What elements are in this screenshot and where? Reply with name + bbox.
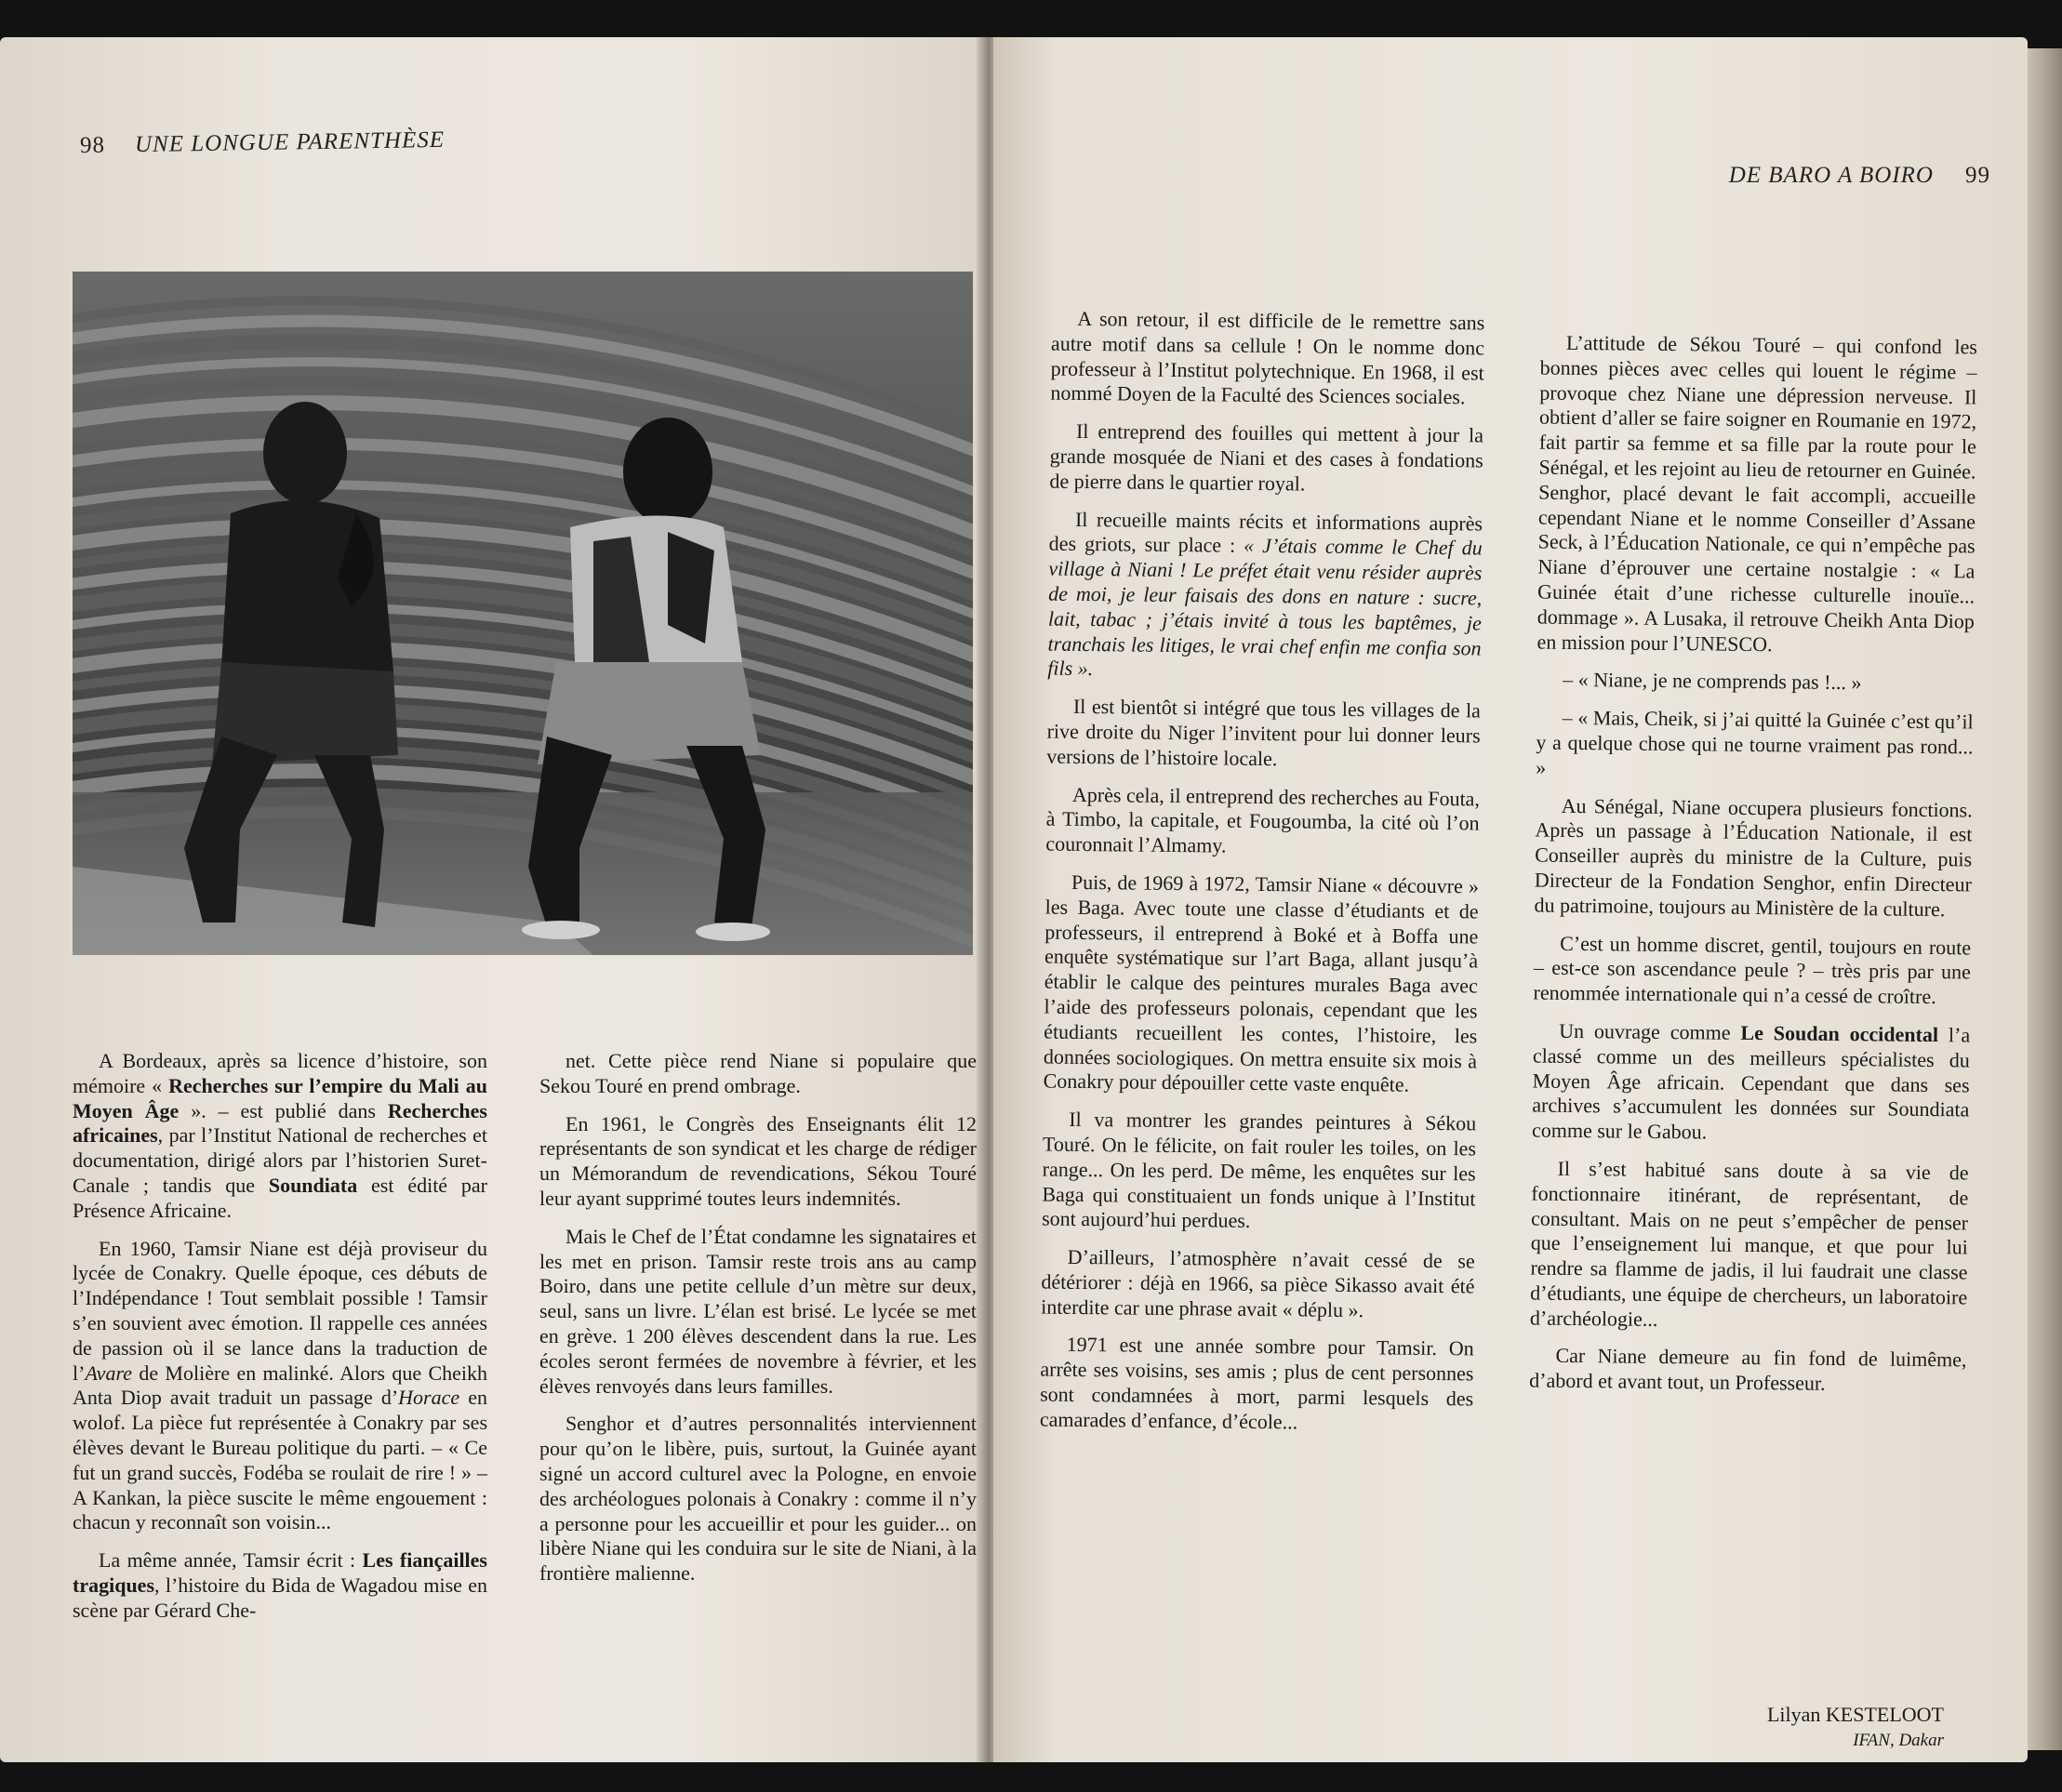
text-run: ». – est publié dans [179,1098,388,1122]
text-run: 1971 est une année sombre pour Tamsir. On arrête ses voisins, ses amis ; plus de cent personnes sont condamnées à mort, parmi lesquels des camarades d’enfance, d’école... [1039,1333,1474,1434]
paragraph [73,1237,487,1536]
text-run: L’attitude de Sékou Touré – qui confond les bonnes pièces avec celles qui louent le régime – provoque chez Niane une dépression nerveuse. Il obtient d’aller se faire soigner en Roumanie en 1972, fait partir sa femme et sa fille par la route pour le Sénégal, et les rejoint au lieu de retourner en Guinée. Senghor, placé devant le fait accompli, accueille cependant Niane et le nomme Conseiller d’Assane Seck, à l’Éducation Nationale, ce qui n’empêche pas Niane d’éprouver une certaine nostalgie : « La Guinée était d’une richesse culturelle inouïe... dommage ». A Lusaka, il retrouve Cheikh Anta Diop en mission pour l’UNESCO. [1537,330,1978,656]
text-run: Un ouvrage comme [1559,1018,1741,1044]
paragraph [1530,1156,1969,1334]
paragraph [1045,782,1480,861]
text-run: Avare [85,1361,132,1385]
paragraph [539,1412,977,1586]
paragraph [1041,1245,1475,1324]
paragraph [1529,1344,1967,1399]
paragraph [1050,307,1484,411]
text-run: Il s’est habitué sans doute à sa vie de fonctionnaire itinérant, de représentant, de consultant. Mais on ne peut s’empêcher de penser que l’enseignement lui manque, et que pour lui rendre sa flamme de jadis, il lui faudrait une classe d’étudiants, une équipe de chercheurs, un laboratoire d’archéologie... [1529,1156,1969,1331]
text-run: l’a classé comme un des meilleurs spécialistes du Moyen Âge africain. Cependant que dans ses archives s’accumulent les données sur Soundiata comme sur le Gabou. [1531,1023,1971,1144]
text-run: en wolof. La pièce fut représentée à Conakry par ses élèves devant le Bureau politique du parti. – « Ce fut un grand succès, Fodéba se roulait de rire ! » – A Kankan, la pièce suscite le même engouement : chacun y reconnaît son voisin... [73,1386,487,1534]
paragraph [539,1049,977,1099]
paragraph [1537,331,1977,659]
right-column-1 [1040,307,1485,1450]
text-run: La même année, Tamsir écrit : [99,1548,363,1573]
signature [1767,1702,1944,1754]
text-run: Il va montrer les grandes peintures à Sékou Touré. On le félicite, on fait rouler les toiles, on les range... On les perd. De même, les enquêtes sur les Baga qui constituaient un fonds unique à l’Institut sont aujourd’hui perdues. [1042,1107,1477,1233]
text-run: – « Mais, Cheik, si j’ai quitté la Guinée c’est qu’il y a quelque chose qui ne tourne vraiment pas rond... » [1536,705,1974,779]
text-run: de Molière en malinké. Alors que Cheikh Anta Diop avait traduit un passage d’ [73,1361,487,1410]
text-run: Puis, de 1969 à 1972, Tamsir Niane « découvre » les Baga. Avec toute une classe d’étudiants et de professeurs, il entreprend à Boké et à Boffa une enquête systématique sur l’art Baga, allant jusqu’à établir le calque des peintures murales Baga avec l’aide des professeurs polonais, cependant que les étudiants recueillent les contes, l’histoire, les données sociologiques. On mettra ensuite six mois à Conakry pour dépouiller cette vaste enquête. [1043,869,1480,1096]
paragraph [1047,507,1483,685]
paragraph [1046,695,1481,774]
paragraph [539,1225,977,1400]
right-page-number: 99 [1965,163,1990,188]
page-edges [2028,48,2062,1750]
text-run: Le Soudan occidental [1740,1020,1939,1047]
text-run: A son retour, il est difficile de le remettre sans autre motif dans sa cellule ! On le nomme donc professeur à l’Institut polytechnique. En 1968, il est nommé Doyen de la Faculté des Sciences sociales. [1050,306,1485,409]
left-running-head [80,127,445,159]
paragraph [1042,1108,1476,1237]
text-run: Au Sénégal, Niane occupera plusieurs fonctions. Après un passage à l’Éducation Nationale, il est Conseiller auprès du ministre de la Culture, puis Directeur de la Fondation Senghor, enfin Directeur du patrimoine, toujours au Ministère de la culture. [1534,793,1973,921]
left-running-title: UNE LONGUE PARENTHÈSE [134,126,446,158]
paragraph [1044,869,1479,1098]
photo-two-boys-icon [73,272,973,955]
paragraph [1536,706,1974,785]
text-run: Horace [398,1386,460,1410]
text-run: Soundiata [268,1173,358,1197]
paragraph [1533,931,1971,1010]
text-run: Car Niane demeure au fin fond de luimême, d’abord et avant tout, un Professeur. [1529,1344,1967,1396]
paragraph [73,1049,487,1224]
right-running-title: DE BARO A BOIRO [1728,163,1934,188]
right-column-2 [1529,331,1977,1412]
text-run: Il recueille maints récits et informations auprès des griots, sur place : [1048,507,1483,558]
text-run: Les fiançailles tragiques [73,1548,487,1597]
paragraph [1532,1018,1970,1148]
right-page [993,37,2028,1762]
left-column-1 [73,1049,487,1637]
paragraph [1040,1333,1474,1437]
paragraph [1049,419,1483,498]
text-run: En 1961, le Congrès des Enseignants élit 12 représentants de son syndicat et les charge de rédiger un Mémorandum de revendications, Sékou Touré leur ayant supprimé toutes leurs indemnités. [539,1111,977,1210]
text-run: C’est un homme discret, gentil, toujours en route – est-ce son ascendance peule ? – très pris par une renommée internationale qui n’a cessé de croître. [1533,931,1972,1009]
paragraph [1534,793,1972,923]
text-run: , par l’Institut National de recherches et documentation, dirigé alors par l’historien Suret-Canale ; tandis que [73,1123,487,1197]
text-run: En 1960, Tamsir Niane est déjà proviseur du lycée de Conakry. Quelle époque, ces débuts de l’Indépendance ! Tout semblait possible ! Tamsir s’en souvient avec émotion. Il rappelle ces années de passion où il se lance dans la traduction de l’ [73,1236,487,1385]
paragraph [539,1112,977,1212]
paragraph [1537,668,1974,697]
text-run: , l’histoire du Bida de Wagadou mise en scène par Gérard Che- [73,1573,487,1622]
text-run: Il entreprend des fouilles qui mettent à jour la grande mosquée de Niani et des cases à fondations de pierre dans le quartier royal. [1049,419,1484,496]
text-run: D’ailleurs, l’atmosphère n’avait cessé de se détériorer : déjà en 1966, sa pièce Sikasso avait été interdite car une phrase avait « déplu ». [1041,1244,1475,1321]
text-run: est édité par Présence Africaine. [73,1173,487,1222]
text-run: Senghor et d’autres personnalités interviennent pour qu’on le libère, puis, surtout, la Guinée ayant signé un accord culturel avec la Pologne, en envoie des archéologues polonais à Conakry : comme il n’y a personne pour les accueillir et pour les guider... on libère Niane qui les conduira sur le site de Niani, à la frontière malienne. [539,1412,977,1586]
text-run: Il est bientôt si intégré que tous les villages de la rive droite du Niger l’invitent pour lui donner leurs versions de l’histoire locale. [1046,695,1482,770]
text-run: – « Niane, je ne comprends pas !... » [1563,668,1862,695]
paragraph [73,1548,487,1623]
text-run: A Bordeaux, après sa licence d’histoire, son mémoire « [73,1049,487,1097]
text-run: Mais le Chef de l’État condamne les signataires et les met en prison. Tamsir reste trois ans au camp Boiro, dans une petite cellule d’un mètre sur deux, seul, sans un livre. L’élan est brisé. Le lycée se met en grève. 1 200 élèves descendent dans la rue. Les écoles seront fermées de novembre à février, et les élèves renvoyés dans leurs familles. [539,1224,977,1398]
right-running-head [1729,163,1990,189]
text-run: Recherches africaines [73,1098,487,1148]
text-run: Recherches sur l’empire du Mali au Moyen Âge [73,1073,487,1122]
author-name: Lilyan KESTELOOT [1766,1703,1944,1726]
left-column-2 [539,1049,977,1600]
left-page [0,37,984,1762]
photograph [73,272,973,955]
text-run: Après cela, il entreprend des recherches au Fouta, à Timbo, la capitale, et Fougoumba, la cité où l’on couronnait l’Almamy. [1045,782,1481,857]
text-run: « J’étais comme le Chef du village à Niani ! Le préfet était venu résider auprès de moi, je leur faisais des dons en nature : sucre, lait, tabac ; j’étais invité à tous les baptêmes, je tranchais les litiges, le vrai chef enfin me confia son fils ». [1047,534,1483,681]
left-page-number: 98 [79,132,106,159]
text-run: net. Cette pièce rend Niane si populaire que Sekou Touré en prend ombrage. [539,1049,977,1097]
author-affiliation: IFAN, Dakar [1853,1731,1944,1750]
